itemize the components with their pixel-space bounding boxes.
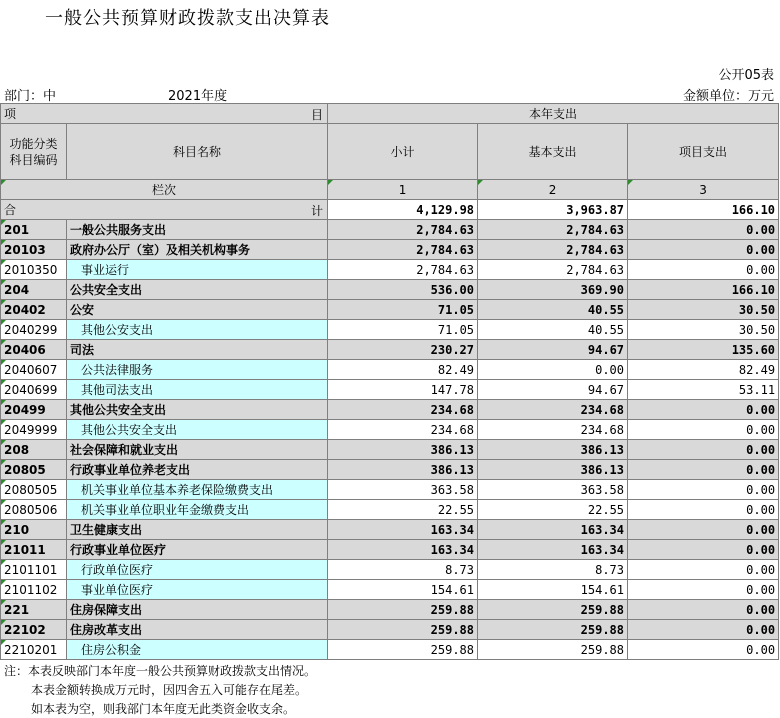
subtotal-value: 82.49 [328,360,478,380]
subject-name-header: 科目名称 [67,124,328,180]
table-row [1,440,779,460]
note-line: 注：本表反映部门本年度一般公共预算财政拨款支出情况。 [4,664,317,678]
subtotal-value: 234.68 [328,420,478,440]
subject-code: 2101102 [1,580,67,600]
table-row [1,520,779,540]
project-value: 0.00 [628,460,779,480]
project-value: 30.50 [628,320,779,340]
basic-value: 386.13 [478,440,628,460]
subtotal-value: 147.78 [328,380,478,400]
subtotal-value: 22.55 [328,500,478,520]
basic-value: 234.68 [478,420,628,440]
subject-name: 其他公共安全支出 [67,420,328,440]
subject-code: 2040299 [1,320,67,340]
subject-name: 住房改革支出 [67,620,328,640]
total-project: 166.10 [628,200,779,220]
project-value: 30.50 [628,300,779,320]
basic-value: 363.58 [478,480,628,500]
project-value: 0.00 [628,520,779,540]
item-header-right: 目 [311,108,324,122]
fiscal-year: 2021年度 [168,89,228,104]
subject-name: 公安 [67,300,328,320]
subject-code: 20402 [1,300,67,320]
project-value: 0.00 [628,420,779,440]
project-value: 0.00 [628,220,779,240]
basic-value: 22.55 [478,500,628,520]
subject-code: 20805 [1,460,67,480]
project-value: 0.00 [628,400,779,420]
subtotal-value: 234.68 [328,400,478,420]
table-row [1,400,779,420]
subject-name: 事业单位医疗 [67,580,328,600]
table-row [1,240,779,260]
subject-code: 2049999 [1,420,67,440]
subtotal-value: 163.34 [328,520,478,540]
basic-value: 369.90 [478,280,628,300]
subject-name: 事业运行 [67,260,328,280]
basic-value: 259.88 [478,620,628,640]
subtotal-value: 386.13 [328,460,478,480]
department-label: 部门：中 [4,89,57,104]
project-value: 166.10 [628,280,779,300]
subject-code: 201 [1,220,67,240]
project-value: 0.00 [628,640,779,660]
total-row [1,200,779,220]
subject-name: 公共法律服务 [67,360,328,380]
subject-name: 行政事业单位养老支出 [67,460,328,480]
subject-name: 其他公共安全支出 [67,400,328,420]
subtotal-value: 259.88 [328,620,478,640]
subtotal-value: 363.58 [328,480,478,500]
project-value: 53.11 [628,380,779,400]
subtotal-value: 71.05 [328,300,478,320]
basic-value: 94.67 [478,340,628,360]
subject-code: 2210201 [1,640,67,660]
subject-name: 行政事业单位医疗 [67,540,328,560]
basic-value: 234.68 [478,400,628,420]
column-number-2: 2 [478,180,628,200]
subject-name: 卫生健康支出 [67,520,328,540]
subject-name: 一般公共服务支出 [67,220,328,240]
expenditure-table [0,103,779,660]
subject-name: 其他公安支出 [67,320,328,340]
project-value: 82.49 [628,360,779,380]
subject-code: 20406 [1,340,67,360]
subject-code: 2040699 [1,380,67,400]
subtotal-value: 8.73 [328,560,478,580]
subtotal-value: 2,784.63 [328,220,478,240]
subtotal-value: 259.88 [328,600,478,620]
table-row [1,220,779,240]
subtotal-value: 163.34 [328,540,478,560]
item-header [1,104,328,124]
subject-code: 2010350 [1,260,67,280]
table-row [1,320,779,340]
basic-value: 259.88 [478,640,628,660]
project-value: 0.00 [628,260,779,280]
table-row [1,620,779,640]
project-value: 0.00 [628,480,779,500]
subject-code: 208 [1,440,67,460]
basic-value: 386.13 [478,460,628,480]
table-row [1,600,779,620]
column-number-label: 栏次 [1,180,328,200]
subject-code: 22102 [1,620,67,640]
subject-name: 司法 [67,340,328,360]
subject-name: 住房公积金 [67,640,328,660]
basic-value: 154.61 [478,580,628,600]
subject-name: 行政单位医疗 [67,560,328,580]
basic-value: 40.55 [478,300,628,320]
basic-value: 163.34 [478,520,628,540]
subtotal-value: 386.13 [328,440,478,460]
current-year-header: 本年支出 [328,104,779,124]
basic-value: 94.67 [478,380,628,400]
amount-unit: 金额单位：万元 [682,89,774,104]
table-row [1,500,779,520]
report-title: 一般公共预算财政拨款支出决算表 [45,8,330,29]
subject-code: 2080505 [1,480,67,500]
subject-name: 其他司法支出 [67,380,328,400]
project-header: 项目支出 [628,124,779,180]
project-value: 0.00 [628,580,779,600]
subject-code: 204 [1,280,67,300]
total-subtotal: 4,129.98 [328,200,478,220]
table-row [1,540,779,560]
project-value: 0.00 [628,600,779,620]
subject-name: 公共安全支出 [67,280,328,300]
table-row [1,280,779,300]
subject-name: 住房保障支出 [67,600,328,620]
basic-header: 基本支出 [478,124,628,180]
project-value: 135.60 [628,340,779,360]
table-row [1,640,779,660]
table-row [1,460,779,480]
basic-value: 2,784.63 [478,240,628,260]
basic-value: 2,784.63 [478,220,628,240]
subject-name: 政府办公厅（室）及相关机构事务 [67,240,328,260]
basic-value: 8.73 [478,560,628,580]
subtotal-value: 536.00 [328,280,478,300]
note-line: 本表金额转换成万元时，因四舍五入可能存在尾差。 [31,683,308,697]
subject-name: 机关事业单位职业年金缴费支出 [67,500,328,520]
subject-code: 210 [1,520,67,540]
item-header-left: 项 [4,107,17,121]
project-value: 0.00 [628,500,779,520]
basic-value: 259.88 [478,600,628,620]
subtotal-value: 230.27 [328,340,478,360]
table-row [1,560,779,580]
table-row [1,260,779,280]
subject-code: 2101101 [1,560,67,580]
project-value: 0.00 [628,240,779,260]
total-basic: 3,963.87 [478,200,628,220]
project-value: 0.00 [628,560,779,580]
table-row [1,360,779,380]
subtotal-value: 71.05 [328,320,478,340]
func-code-header: 功能分类 科目编码 [1,124,67,180]
project-value: 0.00 [628,540,779,560]
subtotal-value: 2,784.63 [328,240,478,260]
table-row [1,480,779,500]
subject-code: 20499 [1,400,67,420]
total-label-left: 合 [4,203,17,217]
table-row [1,580,779,600]
subject-code: 20103 [1,240,67,260]
subtotal-header: 小计 [328,124,478,180]
subject-code: 2080506 [1,500,67,520]
column-number-1: 1 [328,180,478,200]
basic-value: 163.34 [478,540,628,560]
note-line: 如本表为空，则我部门本年度无此类资金收支余。 [31,702,296,716]
table-row [1,340,779,360]
project-value: 0.00 [628,440,779,460]
table-row [1,420,779,440]
subtotal-value: 2,784.63 [328,260,478,280]
total-label [1,200,328,220]
subject-name: 机关事业单位基本养老保险缴费支出 [67,480,328,500]
project-value: 0.00 [628,620,779,640]
basic-value: 0.00 [478,360,628,380]
footnotes [4,662,316,718]
subject-code: 2040607 [1,360,67,380]
form-number: 公开05表 [718,68,774,83]
column-number-3: 3 [628,180,779,200]
basic-value: 40.55 [478,320,628,340]
table-row [1,300,779,320]
table-row [1,380,779,400]
basic-value: 2,784.63 [478,260,628,280]
subject-code: 21011 [1,540,67,560]
subject-name: 社会保障和就业支出 [67,440,328,460]
subtotal-value: 259.88 [328,640,478,660]
total-label-right: 计 [311,204,324,218]
subject-code: 221 [1,600,67,620]
subtotal-value: 154.61 [328,580,478,600]
